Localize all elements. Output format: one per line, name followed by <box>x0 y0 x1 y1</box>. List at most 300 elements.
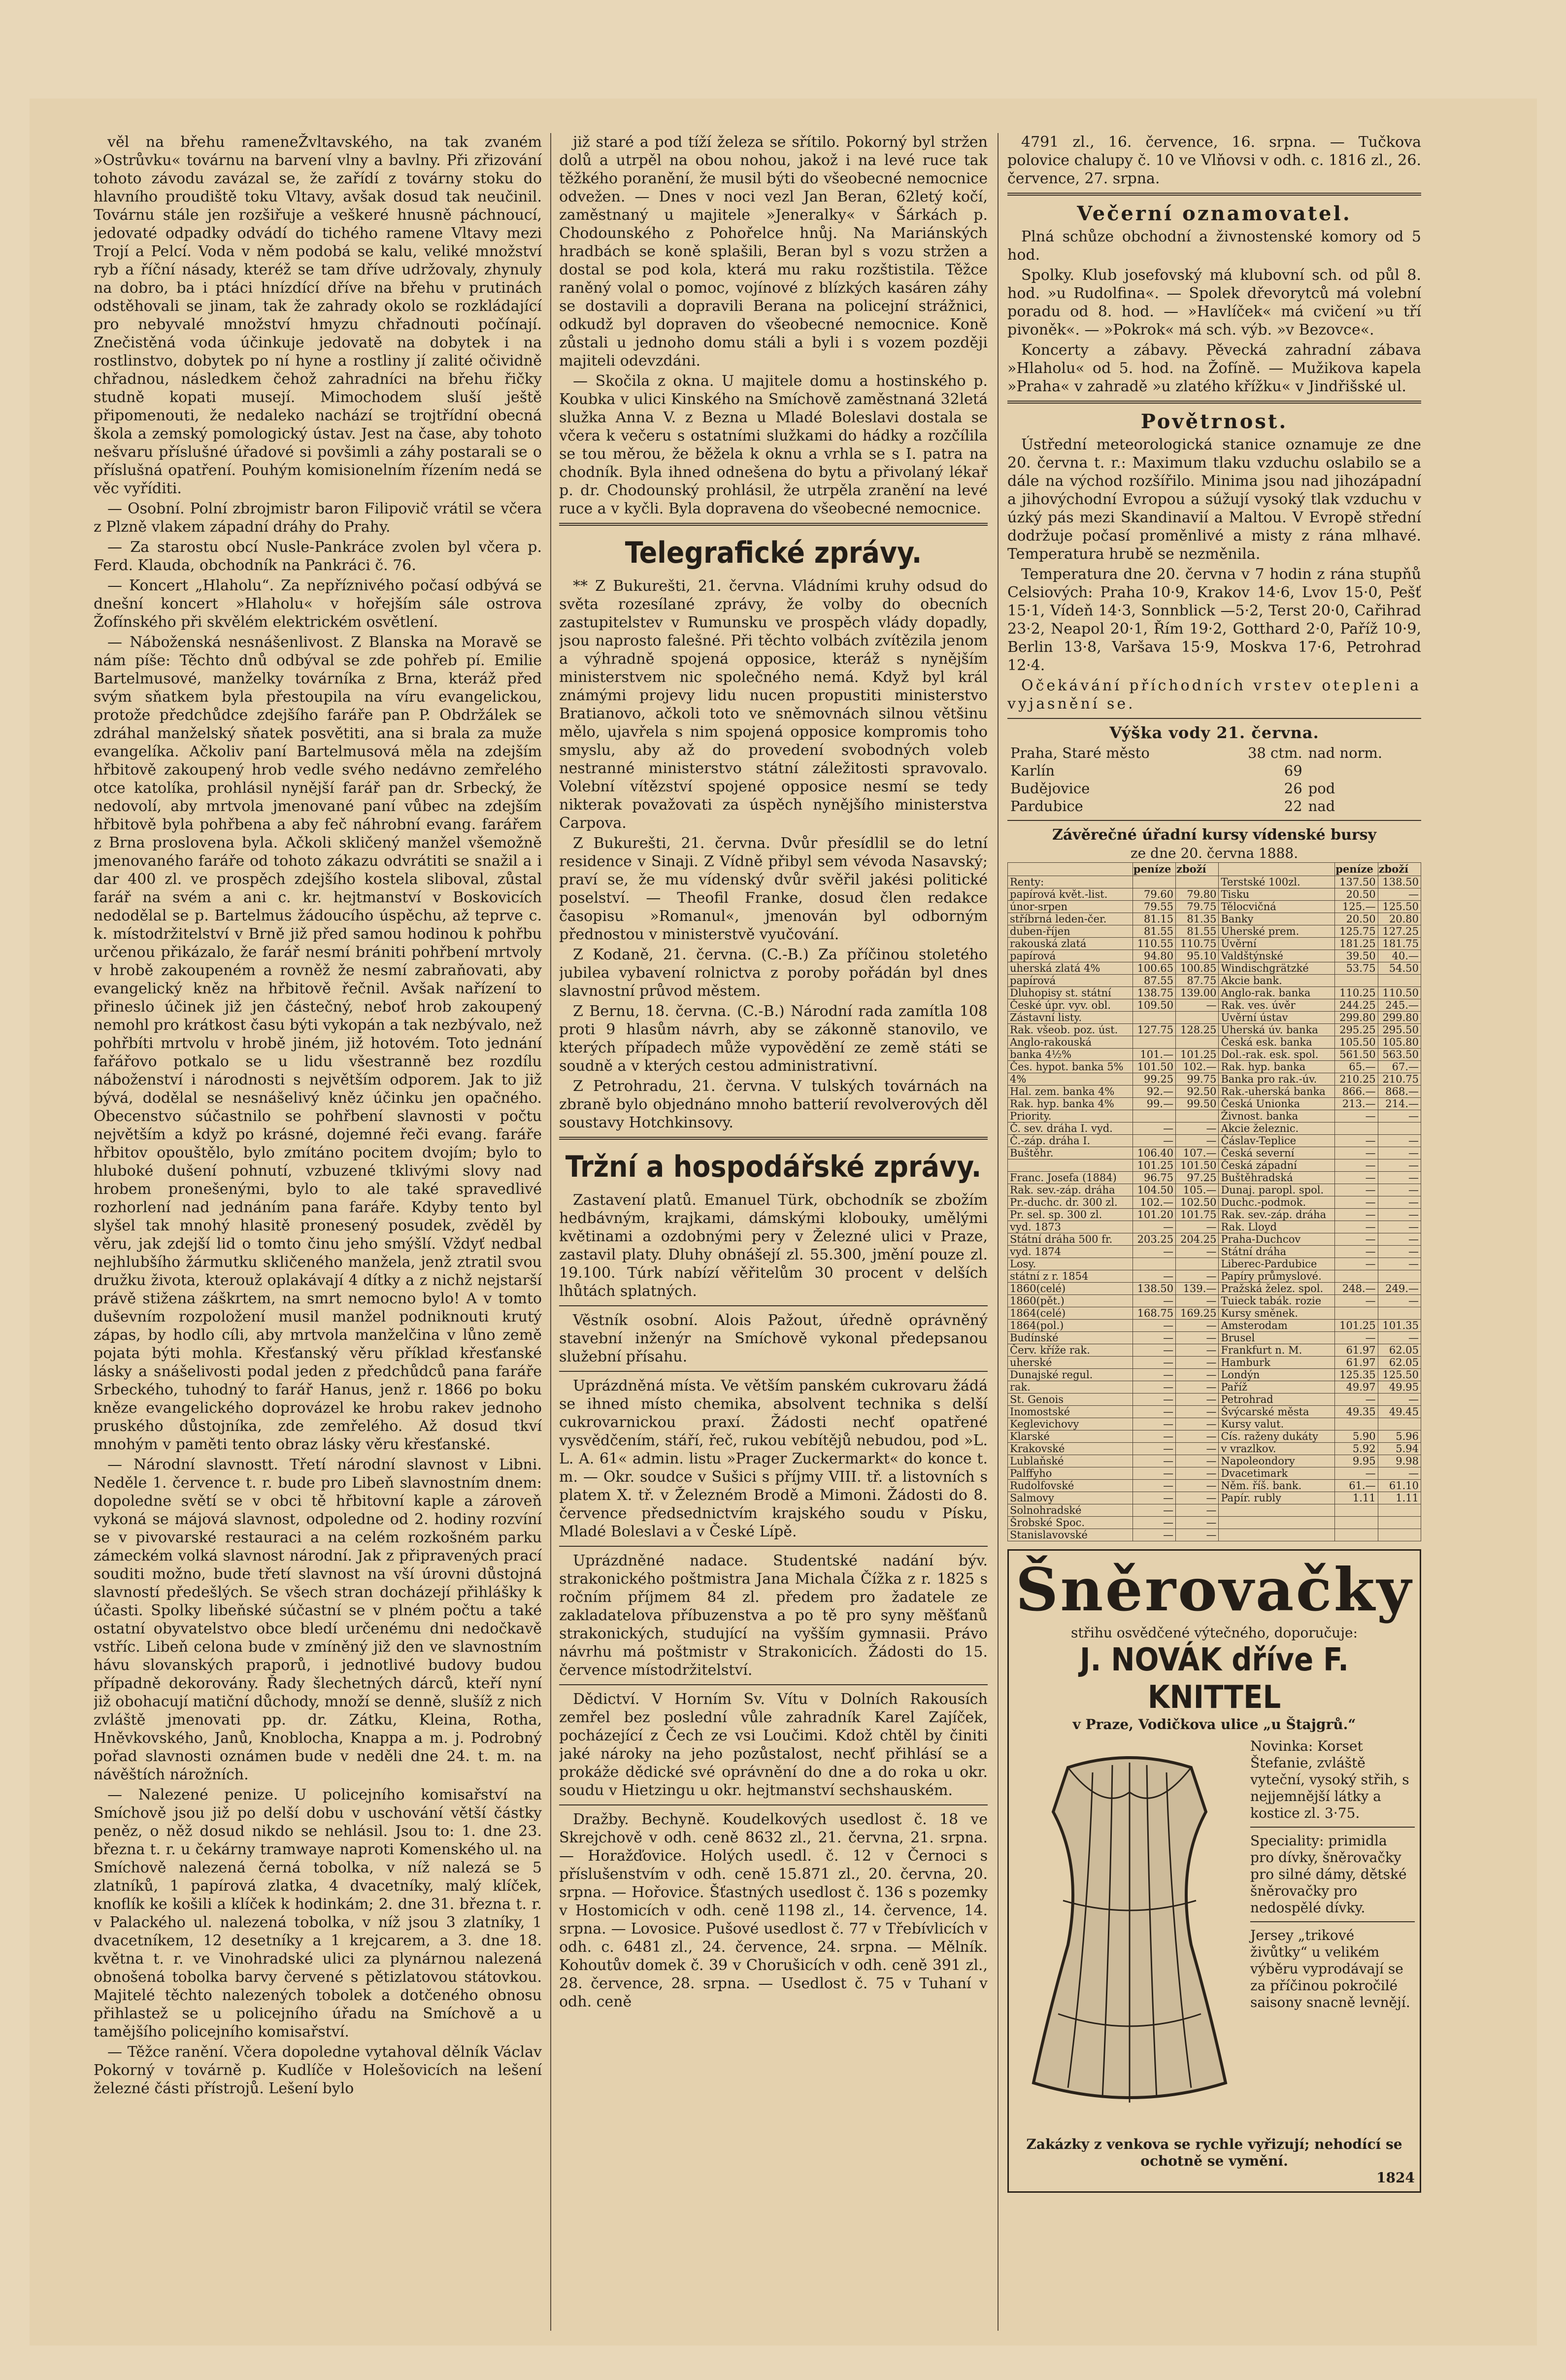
exchange-cell: Krakovské <box>1008 1443 1133 1455</box>
exchange-cell: 99.75 <box>1176 1073 1219 1086</box>
exchange-cell: 105.50 <box>1335 1036 1378 1049</box>
exchange-cell: 94.80 <box>1133 950 1175 962</box>
exchange-cell: — <box>1378 1147 1421 1159</box>
exchange-cell: 127.75 <box>1133 1024 1175 1036</box>
exchange-cell: Pr.-duchc. dr. 300 zl. <box>1008 1196 1133 1209</box>
exchange-cell: — <box>1378 1209 1421 1221</box>
exchange-cell: — <box>1176 1394 1219 1406</box>
exchange-cell: — <box>1335 1196 1378 1209</box>
exchange-cell: Banky <box>1219 913 1335 925</box>
exchange-cell: — <box>1133 1357 1175 1369</box>
water-level-row <box>1007 762 1421 780</box>
exchange-cell: uherská zlatá 4% <box>1008 962 1133 975</box>
exchange-cell: 139.— <box>1176 1283 1219 1295</box>
exchange-cell: — <box>1133 1295 1175 1307</box>
exchange-cell: — <box>1176 1406 1219 1418</box>
exchange-row <box>1008 913 1421 925</box>
exchange-cell: — <box>1176 1480 1219 1492</box>
exchange-cell: — <box>1335 1258 1378 1270</box>
exchange-cell: 97.25 <box>1176 1172 1219 1184</box>
ad-firm: J. NOVÁK dříve F. KNITTEL <box>1080 1642 1349 1716</box>
exchange-cell <box>1378 1418 1421 1430</box>
exchange-cell: — <box>1133 1344 1175 1357</box>
exchange-cell: 102.50 <box>1176 1196 1219 1209</box>
exchange-row <box>1008 1270 1421 1283</box>
exchange-cell: 213.— <box>1335 1098 1378 1110</box>
exchange-cell: 1.11 <box>1335 1492 1378 1504</box>
exchange-cell: Uherské prem. <box>1219 925 1335 938</box>
exchange-cell: Hal. zem. banka 4% <box>1008 1086 1133 1098</box>
exchange-cell: — <box>1176 1455 1219 1467</box>
article-continuation: již staré a pod tíží železa se sřítilo. Pokorný byl stržen dolů a utrpěl na obou nohou, jakož i na levé ruce tak těžkého poranění, že musil býti do všeobecné nemocnice odvežen. — Dnes v noci vezl Jan Beran, 62letý kočí, zaměstnaný u majitele »Jeneralky« v Šárkách p. Chodounského z Pohořelce hnůj. Na Mariánských hradbách se koně splašili, Beran byl s vozu stržen a dostal se pod kola, která mu raku rozštistila. Těžce raněný volal o pomoc, vojínové z blízkých kasáren záhy se dostavili a dopravili Berana na policejní strážnici, odkudž byl dopraven do všeobecné nemocnice. Koně zůstali u jednoho domu stáli a byli i s vozem později majiteli odevzdáni. <box>559 134 988 370</box>
exchange-cell: Londýn <box>1219 1369 1335 1381</box>
exchange-cell: — <box>1176 1369 1219 1381</box>
exchange-row <box>1008 1172 1421 1184</box>
exchange-cell: — <box>1176 1418 1219 1430</box>
exchange-cell: — <box>1335 1159 1378 1172</box>
exchange-cell: — <box>1378 1246 1421 1258</box>
exchange-cell: 101.25 <box>1335 1320 1378 1332</box>
exchange-cell: 138.75 <box>1133 987 1175 999</box>
exchange-cell: papírová květ.-list. <box>1008 888 1133 901</box>
exchange-row <box>1008 950 1421 962</box>
exchange-cell: 5.96 <box>1378 1430 1421 1443</box>
telegram-item: ** Z Bukurešti, 21. června. Vládními kruhy odsud do světa rozesílané zprávy, že volby do obecních zastupitelstev v Rumunsku ve prospěch vlády dopadly, jsou naprosto falešné. Při těchto volbách zvítězila jenom a výhradně spojená opposice, kteráž s nynějším ministerstvem nic společného nemá. Když byl král známými projevy lidu nucen propustiti ministerstvo Bratianovo, ačkoli toto ve sněmovnách silnou většinu mělo, ujavřela s nim spojená opposice kompromis toho smyslu, aby až do provedení svobodných voleb nestranné ministerstvo státní záležitosti spravovalo. Volební vítězství spojené opposice nesmí se tedy nikterak považovati za úspěch nynějšího ministerstva Carpova. <box>559 578 988 832</box>
exchange-cell: Dol.-rak. esk. spol. <box>1219 1049 1335 1061</box>
exchange-cell: 96.75 <box>1133 1172 1175 1184</box>
exchange-cell: Státní dráha <box>1219 1246 1335 1258</box>
section-divider <box>559 523 988 526</box>
water-level-cell: pod <box>1308 780 1335 797</box>
exchange-cell: 20.50 <box>1335 913 1378 925</box>
exchange-cell: v vrazlkov. <box>1219 1443 1335 1455</box>
exchange-cell <box>1378 1517 1421 1529</box>
ad-footer: Zakázky z venkova se rychle vyřizují; nehodící se ochotně se vymění. <box>1026 2136 1402 2169</box>
exchange-cell: Amsterodam <box>1219 1320 1335 1332</box>
exchange-cell <box>1176 1012 1219 1024</box>
exchange-cell: 125.35 <box>1335 1369 1378 1381</box>
exchange-cell: 1860(pět.) <box>1008 1295 1133 1307</box>
section-title-vecerni: Večerní oznamovatel. <box>1077 202 1352 225</box>
exchange-cell: rakouská zlatá <box>1008 938 1133 950</box>
exchange-cell: Palffyho <box>1008 1467 1133 1480</box>
section-divider <box>1007 193 1421 196</box>
exchange-cell <box>1335 975 1378 987</box>
exchange-cell: — <box>1378 1332 1421 1344</box>
ad-title: Šněrovačky <box>1015 1555 1413 1625</box>
divider <box>559 1684 988 1685</box>
exchange-cell <box>1133 876 1175 888</box>
exchange-cell: 125.— <box>1335 901 1378 913</box>
exchange-cell: 248.— <box>1335 1283 1378 1295</box>
exchange-cell: 102.— <box>1133 1196 1175 1209</box>
exchange-cell: — <box>1335 1172 1378 1184</box>
exchange-cell: — <box>1133 1270 1175 1283</box>
exchange-cell <box>1378 1529 1421 1541</box>
exchange-cell: 127.25 <box>1378 925 1421 938</box>
exchange-header-cell <box>1008 863 1133 876</box>
exchange-cell: 92.— <box>1133 1086 1175 1098</box>
exchange-row <box>1008 1307 1421 1320</box>
exchange-cell: 87.75 <box>1176 975 1219 987</box>
announcement-item: Spolky. Klub josefovský má klubovní sch. od půl 8. hod. »u Rudolfina«. — Spolek dřevorytců má volební poradu od 8. hod. — »Havlíček« má cvičení »u tří pivoněk«. — »Pokrok« má sch. výb. »v Bezovce«. <box>1007 267 1421 339</box>
exchange-row <box>1008 1221 1421 1233</box>
exchange-cell: 101.50 <box>1176 1159 1219 1172</box>
exchange-cell: státní z r. 1854 <box>1008 1270 1133 1283</box>
exchange-row <box>1008 1443 1421 1455</box>
exchange-cell: Priority. <box>1008 1110 1133 1122</box>
exchange-cell: — <box>1133 1394 1175 1406</box>
exchange-cell: 49.35 <box>1335 1406 1378 1418</box>
exchange-row <box>1008 1098 1421 1110</box>
exchange-cell: — <box>1133 1430 1175 1443</box>
ad-speciality: Speciality: primidla pro dívky, šněrovačky pro silné dámy, dětské šněrovačky pro nedospělé dívky. <box>1250 1833 1407 1916</box>
exchange-cell: 106.40 <box>1133 1147 1175 1159</box>
exchange-cell: Cís. raženy dukáty <box>1219 1430 1335 1443</box>
exchange-cell: 214.— <box>1378 1098 1421 1110</box>
exchange-cell: Franc. Josefa (1884) <box>1008 1172 1133 1184</box>
water-level-row <box>1007 797 1421 815</box>
exchange-row <box>1008 962 1421 975</box>
exchange-cell <box>1176 1258 1219 1270</box>
exchange-cell: Buštěhradská <box>1219 1172 1335 1184</box>
exchange-cell: Liberec-Pardubice <box>1219 1258 1335 1270</box>
exchange-cell: Brusel <box>1219 1332 1335 1344</box>
exchange-cell: Rak. všeob. poz. úst. <box>1008 1024 1133 1036</box>
exchange-cell: 49.95 <box>1378 1381 1421 1394</box>
divider <box>1007 820 1421 821</box>
ad-number: 1824 <box>1376 2170 1415 2186</box>
exchange-cell: — <box>1335 1209 1378 1221</box>
exchange-cell: — <box>1378 1184 1421 1196</box>
exchange-cell: 125.75 <box>1335 925 1378 938</box>
exchange-row <box>1008 1357 1421 1369</box>
exchange-row <box>1008 1332 1421 1344</box>
article-continuation: 4791 zl., 16. července, 16. srpna. — Tučkova polovice chalupy č. 10 ve Vlňovsi v odh. c. 1816 zl., 26. července, 27. srpna. <box>1007 134 1421 187</box>
exchange-cell: banka 4½% <box>1008 1049 1133 1061</box>
exchange-cell: 79.60 <box>1133 888 1175 901</box>
exchange-cell: 100.65 <box>1133 962 1175 975</box>
exchange-cell: 5.94 <box>1378 1443 1421 1455</box>
exchange-cell: 109.50 <box>1133 999 1175 1012</box>
section-divider <box>1007 401 1421 404</box>
exchange-cell: papírová <box>1008 950 1133 962</box>
exchange-row <box>1008 1430 1421 1443</box>
exchange-cell: — <box>1133 1480 1175 1492</box>
exchange-cell: Rak. ves. úvěr <box>1219 999 1335 1012</box>
market-item: Dědictví. V Horním Sv. Vítu v Dolních Rakousích zemřel bez poslední vůle zahradník Karel Zajíček, pocházející z Čech ze vsi Loučimi. Kdož chtěl by činiti jaké nároky na jeho pozůstalost, nechť přihlásí se a prokáže dědické své oprávnění do dne a do roka u okr. soudu v Hietzingu u okr. hejtmanství sechshauském. <box>559 1691 988 1799</box>
exchange-cell: — <box>1176 1122 1219 1135</box>
announcement-item: Plná schůze obchodní a živnostenské komory od 5 hod. <box>1007 228 1421 264</box>
exchange-cell: Salmovy <box>1008 1492 1133 1504</box>
exchange-row <box>1008 1049 1421 1061</box>
exchange-cell: 61.97 <box>1335 1357 1378 1369</box>
section-title-povetrnost: Povětrnost. <box>1140 410 1288 433</box>
news-item-okno: — Skočila z okna. U majitele domu a hostinského p. Koubka v ulici Kinského na Smíchově zaměstnaná 32letá služka Anna V. z Bezna u Mladé Boleslavi dostala se včera k večeru s ostatními služkami do hádky a rozčílila se tou měrou, že běžela k oknu a vrhla se s I. patra na chodník. Byla ihned odnešena do bytu a přivolaný lékař p. dr. Chodounský prohlásil, že utrpěla zranění na levé ruce a v kyčli. Byla dopravena do všeobecné nemocnice. <box>559 373 988 517</box>
exchange-cell: Rudolfovské <box>1008 1480 1133 1492</box>
exchange-cell: 204.25 <box>1176 1233 1219 1246</box>
ad-address: v Praze, Vodičkova ulice „u Štajgrů.“ <box>1072 1716 1356 1733</box>
divider <box>1007 718 1421 719</box>
news-item-koncert: — Koncert „Hlaholu“. Za nepříznivého počasí odbývá se dnešní koncert »Hlaholu« v hořejším sále ostrova Žofínského při skvělém elektrickém osvětlení. <box>94 577 542 631</box>
exchange-cell: 99.25 <box>1133 1073 1175 1086</box>
exchange-cell: Budínské <box>1008 1332 1133 1344</box>
exchange-cell: 4% <box>1008 1073 1133 1086</box>
exchange-row <box>1008 1233 1421 1246</box>
exchange-cell: 1864(celé) <box>1008 1307 1133 1320</box>
exchange-cell: 101.25 <box>1133 1159 1175 1172</box>
market-item: Uprázdněná místa. Ve větším panském cukrovaru žádá se ihned místo chemika, absolvent technika s delší cukrovarnickou praxí. Žádosti nechť opatřené vysvědčením, stáří, řeč, rukou vebítějů nebudou, pod »L. L. A. 61« admin. listu »Prager Zuckermarkt« do konce t. m. — Okr. soudce v Sušici s příjmy VIII. tř. a listovních s platem X. tř. v Železném Brodě a Mimoni. Žádosti do 8. července předsednictvím krajského soudu v Písku, Mladé Boleslavi a v České Lípě. <box>559 1377 988 1540</box>
exchange-row <box>1008 1024 1421 1036</box>
exchange-row <box>1008 1246 1421 1258</box>
exchange-cell: únor-srpen <box>1008 901 1133 913</box>
exchange-row <box>1008 975 1421 987</box>
exchange-cell <box>1133 1012 1175 1024</box>
exchange-cell: 210.75 <box>1378 1073 1421 1086</box>
exchange-cell <box>1335 1504 1378 1517</box>
market-item: Věstník osobní. Alois Pažout, úředně oprávněný stavební inženýr na Smíchově vykonal předepsanou služební přísahu. <box>559 1312 988 1365</box>
exchange-cell: — <box>1176 1221 1219 1233</box>
exchange-cell: — <box>1335 1184 1378 1196</box>
exchange-cell: Česká esk. banka <box>1219 1036 1335 1049</box>
weather-temperatures: Temperatura dne 20. června v 7 hodin z rána stupňů Celsiových: Praha 10·9, Krakov 14·6, Lvov 15·0, Pešť 15·1, Vídeň 14·3, Sonnblick —5·2, Terst 20·0, Cařihrad 23·2, Neapol 20·1, Řím 19·2, Gotthard 2·0, Paříž 10·9, Berlin 13·8, Varšava 15·9, Moskva 17·6, Petrohrad 12·4. <box>1007 566 1421 674</box>
exchange-cell: — <box>1335 1467 1378 1480</box>
exchange-header-cell: zboží <box>1176 863 1219 876</box>
exchange-cell: 40.— <box>1378 950 1421 962</box>
exchange-cell: — <box>1335 1295 1378 1307</box>
exchange-cell: Čáslav-Teplice <box>1219 1135 1335 1147</box>
exchange-cell <box>1133 1036 1175 1049</box>
exchange-cell: 110.50 <box>1378 987 1421 999</box>
exchange-row <box>1008 1455 1421 1467</box>
water-level-cell: Pardubice <box>1010 798 1083 815</box>
corset-advertisement <box>1007 1549 1421 2193</box>
exchange-cell: 101.20 <box>1133 1209 1175 1221</box>
exchange-cell <box>1008 1159 1133 1172</box>
exchange-cell <box>1378 1122 1421 1135</box>
divider <box>559 1546 988 1547</box>
exchange-row <box>1008 1110 1421 1122</box>
ad-novinka: Novinka: Korset Štefanie, zvláště vyteční, vysoký střih, s nejjemnější látky a kostice zl. 3·75. <box>1250 1738 1409 1821</box>
exchange-cell: — <box>1176 1295 1219 1307</box>
exchange-cell <box>1176 876 1219 888</box>
exchange-row <box>1008 1147 1421 1159</box>
exchange-cell: Dluhopisy st. státní <box>1008 987 1133 999</box>
exchange-header-cell: peníze <box>1133 863 1175 876</box>
section-title-trzni: Tržní a hospodářské zprávy. <box>565 1150 982 1184</box>
exchange-cell: Anglo-rak. banka <box>1219 987 1335 999</box>
exchange-cell <box>1378 975 1421 987</box>
news-item-starosta: — Za starostu obcí Nusle-Pankráce zvolen byl včera p. Ferd. Klauda, obchodník na Pankráci č. 76. <box>94 539 542 574</box>
news-item-osobni: — Osobní. Polní zbrojmistr baron Filipovič vrátil se včera z Plzně vlakem západní dráhy do Prahy. <box>94 500 542 536</box>
exchange-cell: 53.75 <box>1335 962 1378 975</box>
exchange-cell: Čes. hypot. banka 5% <box>1008 1061 1133 1073</box>
exchange-cell: — <box>1176 1332 1219 1344</box>
exchange-row <box>1008 1492 1421 1504</box>
exchange-cell: — <box>1378 1295 1421 1307</box>
exchange-cell: Kursy valut. <box>1219 1418 1335 1430</box>
exchange-cell: 49.45 <box>1378 1406 1421 1418</box>
exchange-cell: Keglevichovy <box>1008 1418 1133 1430</box>
exchange-cell: — <box>1176 1443 1219 1455</box>
exchange-row <box>1008 1381 1421 1394</box>
exchange-row <box>1008 876 1421 888</box>
exchange-cell: 99.— <box>1133 1098 1175 1110</box>
exchange-cell: — <box>1335 1135 1378 1147</box>
exchange-cell: 61.97 <box>1335 1344 1378 1357</box>
exchange-cell <box>1335 1517 1378 1529</box>
exchange-cell: — <box>1133 1443 1175 1455</box>
news-item-penize: — Nalezené penize. U policejního komisařství na Smíchově jsou již po delší dobu v uschování větší částky peněz, o něž dosud nikdo se nehlásil. Jsou to: 1. dne 23. března t. r. u čekárny tramwaye naproti Komenského ul. na Smíchově nalezená černá tobolka, v níž nalezá se 5 zlatníků, 1 papírová zlatka, 4 dvacetníky, malý klíček, knoflík ke košili a klíček k hodinkám; 2. dne 31. března t. r. v Palackého ul. nalezená tobolka, v níž jsou 3 zlatníky, 1 dvacetníkem, 12 desetníky a 1 krejcarem, a 3. dne 18. května t. r. ve Vinohradské ulici za plynárnou nalezená obnošená tobolka barvy červené s pětizlatovou státovkou. Majitelé těchto nalezených tobolek a dotčeného obnosu přihlastež se u policejního úřadu na Smíchově a u tamějšího policejního komisařství. <box>94 1786 542 2040</box>
exchange-cell: Frankfurt n. M. <box>1219 1344 1335 1357</box>
exchange-cell: 299.80 <box>1378 1012 1421 1024</box>
exchange-cell: 20.80 <box>1378 913 1421 925</box>
exchange-cell: Šrobské Spoc. <box>1008 1517 1133 1529</box>
telegram-item: Z Kodaně, 21. června. (C.-B.) Za příčinou stoletého jubilea vybavení rolnictva z poroby pořádán byl dnes slavnostní průvod městem. <box>559 946 988 1000</box>
exchange-cell: 95.10 <box>1176 950 1219 962</box>
exchange-row <box>1008 1467 1421 1480</box>
exchange-cell: 105.— <box>1176 1184 1219 1196</box>
exchange-cell: Č.-záp. dráha I. <box>1008 1135 1133 1147</box>
exchange-cell: 102.— <box>1176 1061 1219 1073</box>
exchange-row <box>1008 1344 1421 1357</box>
exchange-cell: Živnost. banka <box>1219 1110 1335 1122</box>
exchange-cell: 1864(pol.) <box>1008 1320 1133 1332</box>
exchange-cell: 125.50 <box>1378 901 1421 913</box>
exchange-cell: — <box>1176 1381 1219 1394</box>
exchange-cell: — <box>1133 1381 1175 1394</box>
exchange-row <box>1008 938 1421 950</box>
exchange-cell: Inomostské <box>1008 1406 1133 1418</box>
news-item-nabozenska: — Náboženská nesnášenlivost. Z Blanska na Moravě se nám píše: Těchto dnů odbýval se zde pohřeb pí. Emilie Bartelmusové, manželky továrníka z Brna, kteráž před svým sňatkem byla přestoupila na víru evangelickou, protože předchůdce zdejšího faráře pan P. Obdržálek se zdráhal manželský sňatek posvětiti, ana si brala za muže evangelíka. Ačkoliv paní Bartelmusová měla na zdejším hřbitově zakoupený hrob vedle svého nedávno zemřelého otce katolíka, prohlásil nynější farář pan dr. Srbecký, že nedovolí, aby mrtvola jmenované paní vůbec na zdejším hřbitově byla pohřbena a aby feč náhrobní evang. farářem z Brna proslovena byla. Ačkoli skličený manžel všemožně jmenovaného faráře od tohoto zákazu odvrátiti se snažil a i dar 400 zl. ve prospěch zdejšího kostela sliboval, zůstal farář na svém a ani c. kr. hejtmanství v Boskovicích nedodělal se p. Bartelmus žádoucího úspěchu, až teprve c. k. místodržitelství v Brně již před samou hodinou k pohřbu určenou přikázalo, že farář nesmí brániti pohřbení mrtvoly v hrobě zakoupeném a rovněž že nesmí zabraňovati, aby evangelický kněz na hřbitově řečnil. Avšak nařízení to přineslo účinek již jen částečný, neboť hrob zakoupený nemohl pro krátkost času býti vykopán a tak nezbývalo, než pohřbíti mrtvolu v hrobě jiném, již hotovém. Toto jednání fařářovo potkalo se u lidu všestranně bez rozdílu náboženství i národnosti s největším odporem. Jak to již bývá, dodělal se nesnášelivý kněz účinku jen opačného. Obecenstvo súčastnilo se pohřbení slavnosti v počtu největším a když po krásné, dojemné řeči evang. faráře hřbitov opouštělo, bylo zmítáno pocitem dvojím; bylo to hluboké dušení pohnutí, vzbuzené tklivými slovy nad hrobem pronešenými, bylo to ale také spravedlivé rozhorlení nad jednáním pana faráře. Kdyby tento byl slyšel tak mnohý hlasitě pronesený posudek, zvěděl by věru, jak zdejší lid o tomto činu jeho smýšlí. Vždyť nedbal nejhlubšího žármutku skličeného manžela, jenž ztratil svou družku života, kterouž oplakávají 4 dítky a z nichž nejstarší právě stižena záškrtem, na smrt nemocno bylo! A v tomto duševním rozpoložení musil manžel podniknouti krutý zápas, by hodlo cíli, aby mrtvola manželčina v lůno země pojata býti mohla. Křesťanský věru příklad křesťanské lásky a snášelivosti podal jeden z předchůdců pana faráře Srbeckého, tuhodný to farář Hanus, jenž r. 1866 po boku kněze evangelického doprovázel ke hrobu rakev jednoho pruského důstojníka, zde zemřelého. Až dosud tkví mnohým v paměti tento obraz lásky věru křesťanské. <box>94 634 542 1453</box>
exchange-cell: 128.25 <box>1176 1024 1219 1036</box>
exchange-cell: 101.— <box>1133 1049 1175 1061</box>
water-level-cell: 22 <box>1284 798 1302 815</box>
exchange-cell: 299.80 <box>1335 1012 1378 1024</box>
exchange-row <box>1008 1036 1421 1049</box>
exchange-header-cell: peníze <box>1335 863 1378 876</box>
exchange-cell: — <box>1133 1135 1175 1147</box>
exchange-cell: Uherská úv. banka <box>1219 1024 1335 1036</box>
divider <box>559 1804 988 1805</box>
water-level-cell: 38 ctm. <box>1247 745 1302 761</box>
exchange-cell: 62.05 <box>1378 1357 1421 1369</box>
exchange-cell: Rak. Lloyd <box>1219 1221 1335 1233</box>
exchange-cell: 181.75 <box>1378 938 1421 950</box>
exchange-cell: — <box>1133 1406 1175 1418</box>
exchange-row <box>1008 1209 1421 1221</box>
exchange-cell: — <box>1378 1196 1421 1209</box>
exchange-cell: 101.50 <box>1133 1061 1175 1073</box>
exchange-date: ze dne 20. června 1888. <box>1130 845 1299 861</box>
exchange-cell: 62.05 <box>1378 1344 1421 1357</box>
exchange-cell: Česká severní <box>1219 1147 1335 1159</box>
exchange-cell: Duchc.-podmok. <box>1219 1196 1335 1209</box>
exchange-cell: 5.92 <box>1335 1443 1378 1455</box>
exchange-cell: Anglo-rakouská <box>1008 1036 1133 1049</box>
exchange-cell: — <box>1378 1233 1421 1246</box>
exchange-cell: — <box>1378 1135 1421 1147</box>
exchange-cell: 9.98 <box>1378 1455 1421 1467</box>
exchange-row <box>1008 1135 1421 1147</box>
exchange-row <box>1008 1196 1421 1209</box>
news-item-slavnost: — Národní slavnostt. Třetí národní slavnost v Libni. Neděle 1. července t. r. bude pro Libeň slavnostním dnem: dopoledne světí se v obci tě hřbitovní kaple a zároveň vykoná se májová slavnost, odpoledne od 2. hodiny rozvíní se v pivovarské restauraci a na celém rozkošném parku zámeckém volká slavnost národní. Jak z připravených prací souditi možno, bude třetí slavnost na vší úrovni důstojná slavností předešlých. Se všech stran docházejí přihlášky k účasti. Spolky libeňské súčastní se v plném počtu a také ostatní obyvatelstvo obce bledí určenému dni nedočkavě vstříc. Libeň celona bude v zmíněný již den ve slavnostním hávu slovanských praporů, i jednotlivé budovy budou případně dekorovány. Řady šlechetných dárců, kteří nyní již obohacují matiční důchody, množí se denně, slušíž z nich zvláště jmenovati pp. dr. Zátku, Kleina, Rotha, Hněvkovského, Janů, Knoblocha, Knappa a m. j. Podrobný pořad slavnosti oznámen bude v neděli dne 24. t. m. na návěštích nárožních. <box>94 1456 542 1783</box>
exchange-cell: 101.35 <box>1378 1320 1421 1332</box>
exchange-cell: — <box>1335 1394 1378 1406</box>
exchange-cell: Rak. hyp. banka <box>1219 1061 1335 1073</box>
exchange-cell: Banka pro rak.-úv. <box>1219 1073 1335 1086</box>
column-right <box>1007 133 1421 2336</box>
exchange-cell: 203.25 <box>1133 1233 1175 1246</box>
exchange-cell: 81.35 <box>1176 913 1219 925</box>
exchange-cell: 81.55 <box>1176 925 1219 938</box>
exchange-cell: — <box>1176 1344 1219 1357</box>
exchange-cell: Terstské 100zl. <box>1219 876 1335 888</box>
exchange-cell: Paříž <box>1219 1381 1335 1394</box>
exchange-cell: — <box>1335 1110 1378 1122</box>
exchange-cell: — <box>1176 1357 1219 1369</box>
exchange-cell: — <box>1133 1467 1175 1480</box>
exchange-cell: — <box>1378 1467 1421 1480</box>
exchange-cell: Červ. kříže rak. <box>1008 1344 1133 1357</box>
exchange-row <box>1008 1086 1421 1098</box>
exchange-cell: — <box>1176 1135 1219 1147</box>
exchange-row <box>1008 1159 1421 1172</box>
exchange-row <box>1008 888 1421 901</box>
exchange-cell: — <box>1176 1504 1219 1517</box>
exchange-row <box>1008 1418 1421 1430</box>
exchange-cell: 138.50 <box>1378 876 1421 888</box>
exchange-row <box>1008 987 1421 999</box>
exchange-cell: duben-říjen <box>1008 925 1133 938</box>
exchange-cell: 101.75 <box>1176 1209 1219 1221</box>
water-level-cell: Karlín <box>1010 762 1055 779</box>
exchange-cell: 245.— <box>1378 999 1421 1012</box>
exchange-cell: Lublaňské <box>1008 1455 1133 1467</box>
exchange-cell: 110.25 <box>1335 987 1378 999</box>
water-level-cell: nad <box>1308 798 1335 815</box>
exchange-row <box>1008 1480 1421 1492</box>
exchange-cell: Rak. sev.-záp. dráha <box>1219 1209 1335 1221</box>
exchange-cell: 868.— <box>1378 1086 1421 1098</box>
market-item: Zastavení platů. Emanuel Türk, obchodník se zbožím hedbávným, krajkami, dámskými klobouky, umělými květinami a ozdobnými pery v Železné ulici v Praze, zastavil platy. Dluhy obnášejí zl. 55.300, jmění pouze zl. 19.100. Túrk nabízí věřitelům 30 procent v delších lhůtách splatných. <box>559 1191 988 1300</box>
exchange-cell: Papíry průmyslové. <box>1219 1270 1335 1283</box>
exchange-cell: uherské <box>1008 1357 1133 1369</box>
exchange-row <box>1008 1073 1421 1086</box>
exchange-cell: 295.25 <box>1335 1024 1378 1036</box>
exchange-cell: 866.— <box>1335 1086 1378 1098</box>
exchange-cell: — <box>1133 1221 1175 1233</box>
exchange-cell: — <box>1176 1270 1219 1283</box>
exchange-cell: Windischgrätzké <box>1219 962 1335 975</box>
exchange-cell: — <box>1176 1517 1219 1529</box>
exchange-cell: Státní dráha 500 fr. <box>1008 1233 1133 1246</box>
exchange-row <box>1008 1295 1421 1307</box>
exchange-cell <box>1133 1258 1175 1270</box>
exchange-cell: Tuieck tabák. rozie <box>1219 1295 1335 1307</box>
exchange-cell: 168.75 <box>1133 1307 1175 1320</box>
exchange-cell: — <box>1176 1492 1219 1504</box>
exchange-cell: Losy. <box>1008 1258 1133 1270</box>
water-level-cell: Budějovice <box>1010 780 1090 797</box>
water-level-cell <box>1305 762 1421 780</box>
exchange-cell: 1.11 <box>1378 1492 1421 1504</box>
exchange-row <box>1008 1406 1421 1418</box>
exchange-table <box>1007 862 1421 1541</box>
exchange-cell: Tisku <box>1219 888 1335 901</box>
exchange-cell: — <box>1335 1246 1378 1258</box>
ad-subtitle: střihu osvědčené výtečného, doporučuje: <box>1070 1625 1358 1641</box>
